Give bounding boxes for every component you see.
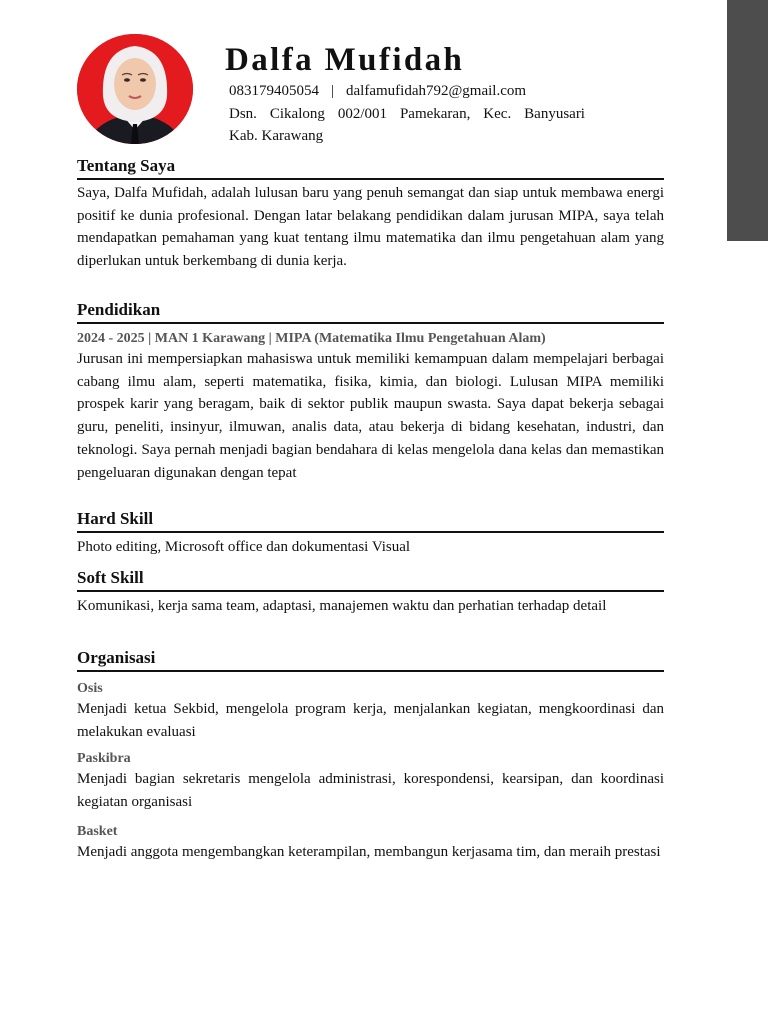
section-title-soft-skill: Soft Skill (77, 568, 144, 587)
about-text: Saya, Dalfa Mufidah, adalah lulusan baru yang penuh semangat dan siap untuk membawa energi positif ke dunia profesional. Dengan latar belakang pendidikan dalam jurusan MIPA, saya telah mendapatkan pemahaman yang kuat tentang ilmu matematika dan ilmu pengetahuan alam yang diperlukan untuk berkembang di dunia kerja. (77, 185, 664, 270)
organization-description: Menjadi anggota mengembangkan keterampilan, membangun kerjasama tim, dan meraih prestasi (77, 843, 661, 860)
section-organization (77, 648, 664, 864)
organization-name: Paskibra (77, 751, 131, 767)
contact-separator: | (331, 83, 335, 99)
section-about (77, 156, 664, 273)
address-line-2: Kab. Karawang (229, 128, 324, 144)
address-word: Pamekaran, (399, 105, 471, 122)
section-title-education: Pendidikan (77, 300, 161, 319)
contact-info (229, 80, 585, 148)
section-soft-skill (77, 568, 664, 618)
hard-skill-text: Photo editing, Microsoft office dan dokumentasi Visual (77, 539, 411, 555)
address-word: 002/001 (337, 105, 387, 122)
organization-item (77, 814, 664, 864)
section-education (77, 300, 664, 484)
profile-photo (77, 34, 193, 144)
address-line-1 (229, 103, 585, 126)
address-word: Cikalong (269, 105, 325, 122)
organization-description: Menjadi ketua Sekbid, mengelola program kerja, menjalankan kegiatan, mengkoordinasi dan melakukan evaluasi (77, 701, 664, 740)
education-text: Jurusan ini mempersiapkan mahasiswa untuk memiliki kemampuan dalam mempelajari berbagai cabang ilmu alam, seperti matematika, fisika, kimia, dan biologi. Lulusan MIPA memiliki prospek karir yang beragam, baik di sektor publik maupun swasta. Saya dapat bekerja sebagai guru, peneliti, insinyur, ilmuwan, analis data, atau bekerja di bidang kesehatan, industri, dan teknologi. Saya pernah menjadi bagian bendahara di kelas mengelola dana kelas dan memastikan pengeluaran digunakan dengan tepat (77, 351, 664, 481)
contact-line (229, 80, 585, 103)
organization-item (77, 743, 664, 813)
scrollbar-thumb[interactable] (727, 0, 768, 241)
email-address: dalfamufidah792@gmail.com (346, 83, 527, 99)
organization-item (77, 672, 664, 743)
organization-name: Osis (77, 681, 103, 696)
organization-name: Basket (77, 823, 118, 839)
address-word: Banyusari (524, 105, 585, 122)
address-word: Kec. (483, 105, 512, 122)
full-name: Dalfa Mufidah (225, 42, 465, 78)
organization-description: Menjadi bagian sekretaris mengelola administrasi, korespondensi, kearsipan, dan koordinasi kegiatan organisasi (77, 771, 664, 811)
education-heading: 2024 - 2025 | MAN 1 Karawang | MIPA (Matematika Ilmu Pengetahuan Alam) (77, 331, 546, 346)
section-title-organization: Organisasi (77, 648, 156, 667)
section-title-about: Tentang Saya (77, 156, 176, 175)
section-title-hard-skill: Hard Skill (77, 509, 154, 528)
phone-number: 083179405054 (229, 83, 319, 99)
address-word: Dsn. (229, 105, 257, 122)
section-hard-skill (77, 509, 664, 559)
soft-skill-text: Komunikasi, kerja sama team, adaptasi, manajemen waktu dan perhatian terhadap detail (77, 598, 607, 614)
